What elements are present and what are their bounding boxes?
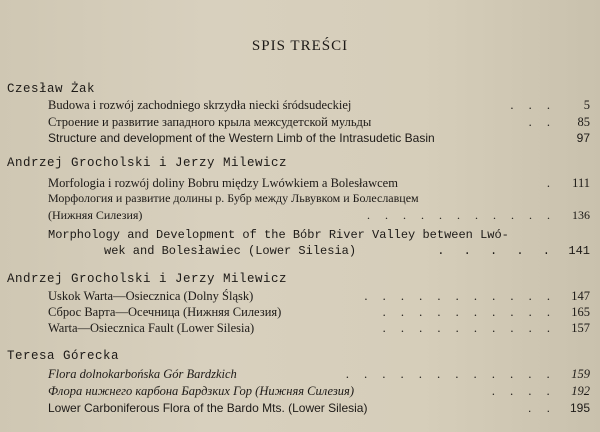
leader-dots: . . . . <box>492 384 556 398</box>
page-number: 111 <box>572 176 590 190</box>
leader-dots: . . . <box>510 98 556 112</box>
entry-title: Строение и развитие западного крыла межсудетской мульды <box>48 115 372 129</box>
leader-dots: . . . . . . . . . . . <box>364 289 556 303</box>
toc-entry[interactable] <box>48 382 590 400</box>
entry-title: Flora dolnokarbońska Gór Bardzkich <box>48 367 237 381</box>
page-number: 85 <box>577 115 590 129</box>
toc-entry-continued[interactable] <box>104 242 590 260</box>
entry-title: Lower Carboniferous Flora of the Bardo Mts. (Lower Silesia) <box>48 401 368 415</box>
page-number: 195 <box>569 401 590 415</box>
page-number: 165 <box>571 305 590 319</box>
entry-title: Morphology and Development of the Bóbr River Valley between Lwó- <box>48 228 509 242</box>
leader-dots: . . . . . . . . . . <box>382 321 556 335</box>
author-4: Teresa Górecka <box>7 349 120 363</box>
page-number: 147 <box>571 289 590 303</box>
leader-dots: . . <box>527 401 556 415</box>
entry-title: Budowa i rozwój zachodniego skrzydła niecki śródsudeckiej <box>48 98 352 112</box>
toc-entry[interactable] <box>48 365 590 383</box>
author-1: Czesław Żak <box>7 82 96 96</box>
entry-title: Сброс Варта—Осечница (Нижняя Силезия) <box>48 305 282 319</box>
leader-dots: . . . . . . . . . . . <box>367 208 556 222</box>
page-number: 141 <box>568 244 590 258</box>
page-number: 157 <box>571 321 590 335</box>
toc-entry[interactable] <box>48 96 590 114</box>
leader-dots: . <box>546 176 556 190</box>
entry-title: Structure and development of the Western Limb of the Intrasudetic Basin <box>48 131 435 145</box>
page-title: SPIS TREŚCI <box>251 38 349 54</box>
page-number: 136 <box>572 208 590 222</box>
entry-title: Warta—Osiecznica Fault (Lower Silesia) <box>48 321 255 335</box>
entry-continuation: (Нижняя Силезия) <box>48 208 143 222</box>
leader-dots: . . <box>528 115 556 129</box>
toc-entry[interactable] <box>48 399 590 417</box>
author-3: Andrzej Grocholski i Jerzy Milewicz <box>7 272 288 286</box>
entry-title: Morfologia i rozwój doliny Bobru między Lwówkiem a Bolesławcem <box>48 176 398 190</box>
toc-entry[interactable] <box>48 319 590 337</box>
toc-entry-continued[interactable] <box>48 206 590 224</box>
leader-dots: . . . . . <box>437 244 556 258</box>
page-number: 159 <box>571 367 590 381</box>
page-number: 5 <box>583 98 590 112</box>
entry-title: Uskok Warta—Osiecznica (Dolny Śląsk) <box>48 289 254 303</box>
toc-entry[interactable] <box>48 189 590 207</box>
toc-entry[interactable] <box>48 129 590 147</box>
entry-continuation: wek and Bolesławiec (Lower Silesia) <box>104 244 357 258</box>
entry-title: Флора нижнего карбона Бардзких Гор (Нижняя Силезия) <box>48 384 355 398</box>
page-number: 192 <box>571 384 590 398</box>
author-2: Andrzej Grocholski i Jerzy Milewicz <box>7 156 288 170</box>
entry-title: Морфология и развитие долины р. Бубр между Львувком и Болеславцем <box>48 191 419 205</box>
leader-dots: . . . . . . . . . . . . <box>346 367 556 381</box>
page-number: 97 <box>576 131 590 145</box>
leader-dots: . . . . . . . . . . <box>382 305 556 319</box>
